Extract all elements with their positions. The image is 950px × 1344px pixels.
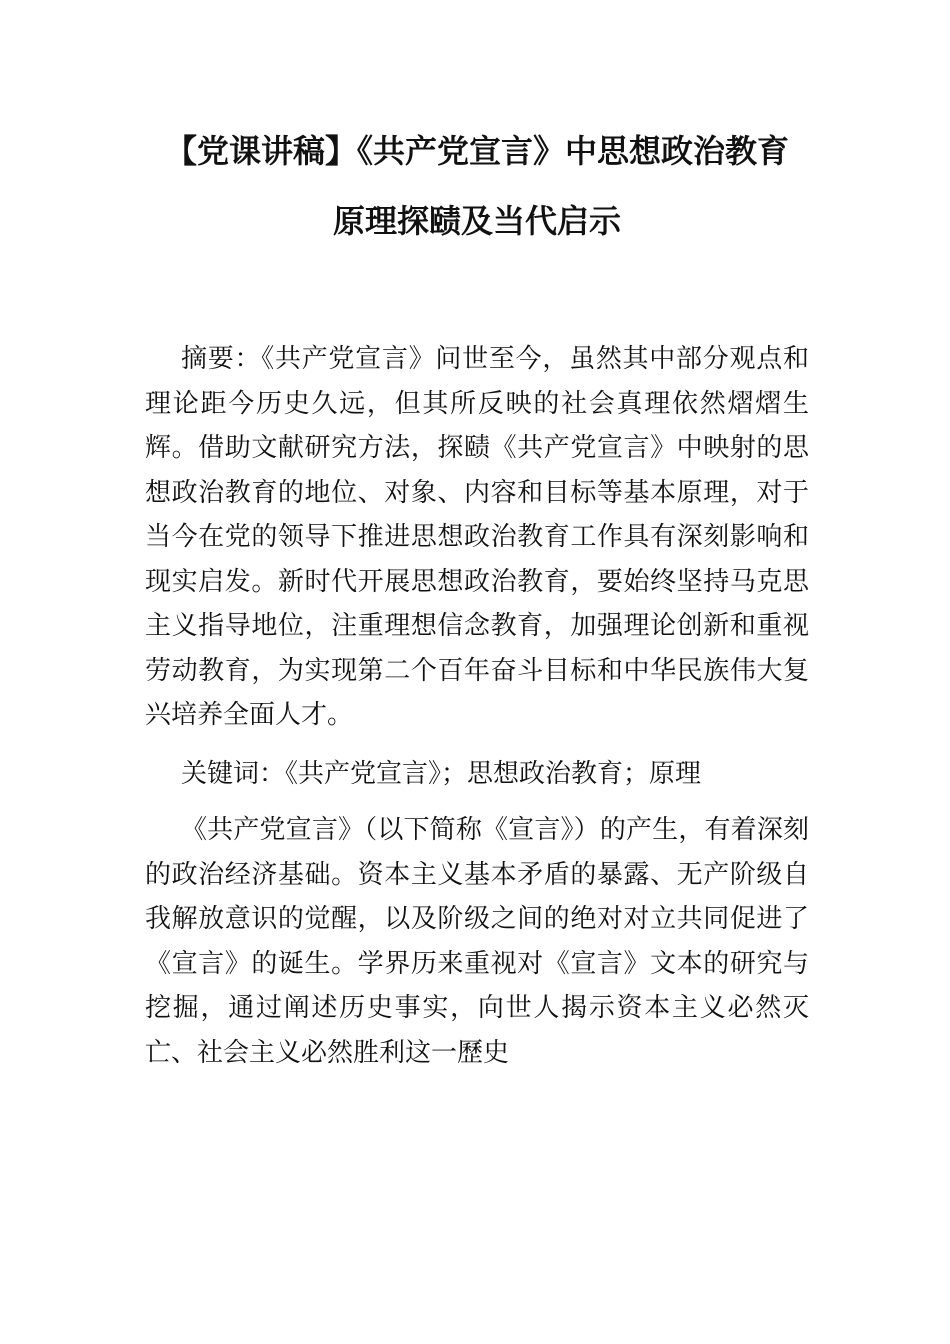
document-title-line-2: 原理探赜及当代启示 — [332, 202, 621, 240]
body-paragraph: 《共产党宣言》（以下简称《宣言》）的产生，有着深刻的政治经济基础。资本主义基本矛盾的暴露、无产阶级自我解放意识的觉醒，以及阶级之间的绝对对立共同促进了《宣言》的诞生。学界历来重视对《宣言》文本的研究与挖掘，通过阐述历史事实，向世人揭示资本主义必然灭亡、社会主义必然胜利这一歷史 — [145, 815, 809, 1068]
abstract-paragraph: 摘要：《共产党宣言》问世至今，虽然其中部分观点和理论距今历史久远，但其所反映的社会真理依然熠熠生辉。借助文献研究方法，探赜《共产党宣言》中映射的思想政治教育的地位、对象、内容和目标等基本原理，对于当今在党的领导下推进思想政治教育工作具有深刻影响和现实启发。新时代开展思想政治教育，要始终坚持马克思主义指导地位，注重理想信念教育，加强理论创新和重视劳动教育，为实现第二个百年奋斗目标和中华民族伟大复兴培养全面人才。 — [145, 344, 809, 730]
keywords-paragraph: 关键词：《共产党宣言》；思想政治教育；原理 — [181, 759, 702, 789]
document-title-line-1: 【党课讲稿】《共产党宣言》中思想政治教育 — [164, 132, 789, 170]
